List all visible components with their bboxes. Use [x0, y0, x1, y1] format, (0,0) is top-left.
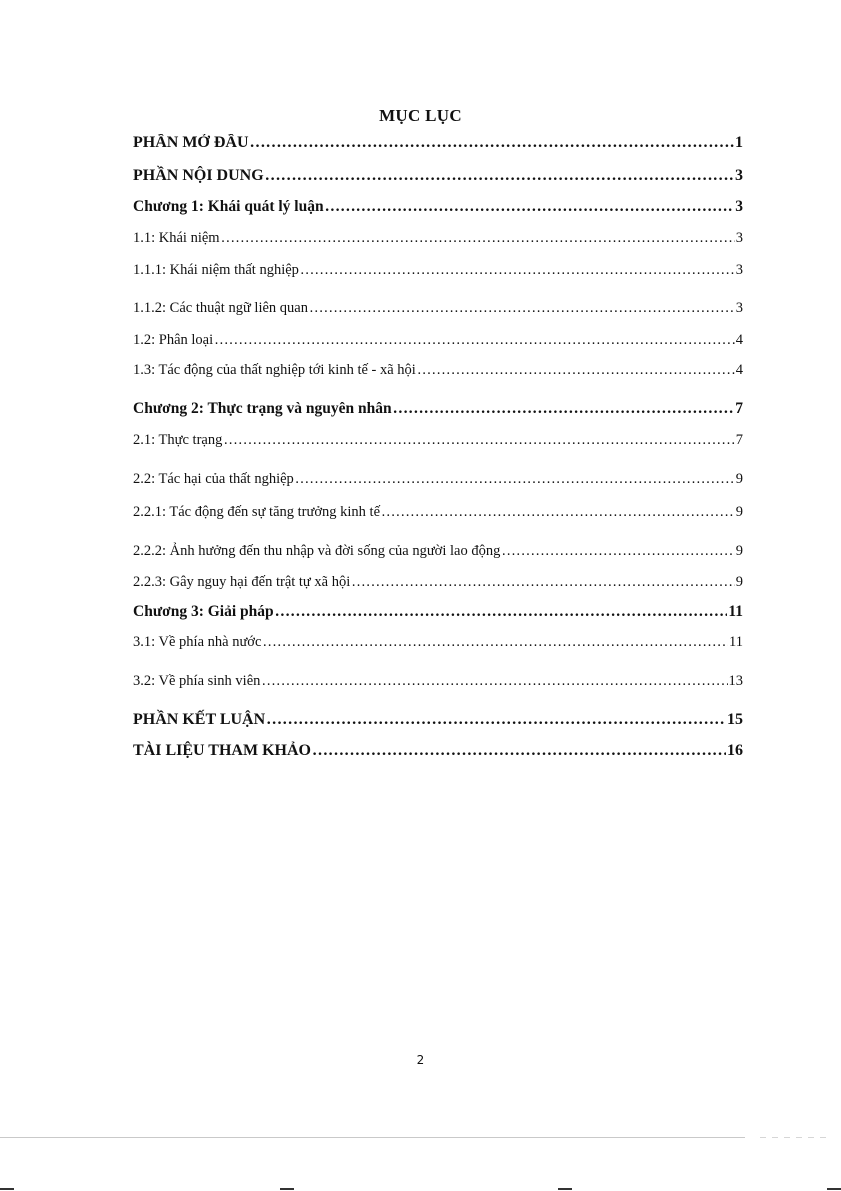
toc-leader-dots	[250, 134, 734, 152]
toc-leader-dots	[262, 634, 728, 651]
toc-entry-phan-ket-luan[interactable]	[133, 697, 743, 735]
toc-entry-label: 1.1: Khái niệm	[133, 230, 220, 246]
crop-mark	[558, 1188, 572, 1190]
toc-entry-page: 9	[735, 471, 743, 487]
toc-leader-dots	[275, 603, 728, 621]
toc-entry-1-1-2[interactable]	[133, 286, 743, 325]
toc-entry-chuong-3[interactable]	[133, 597, 743, 626]
toc-entry-page: 7	[735, 400, 743, 417]
toc-leader-dots	[214, 332, 735, 349]
toc-leader-dots	[265, 167, 734, 185]
toc-leader-dots	[300, 262, 735, 279]
toc-entry-label: 3.1: Về phía nhà nước	[133, 634, 262, 650]
toc-leader-dots	[351, 574, 734, 591]
toc-entry-page: 1	[735, 134, 743, 151]
toc-entry-page: 3	[735, 262, 743, 278]
toc-entry-phan-mo-dau[interactable]	[133, 134, 743, 159]
toc-entry-label: 1.1.2: Các thuật ngữ liên quan	[133, 300, 308, 316]
toc-leader-dots	[417, 362, 735, 379]
toc-entry-label: 2.2.2: Ảnh hưởng đến thu nhập và đời sống của người lao động	[133, 543, 501, 559]
toc-entry-2-2-2[interactable]	[133, 528, 743, 567]
toc-entry-page: 15	[727, 711, 743, 728]
toc-entry-page: 7	[735, 432, 743, 448]
toc-entry-chuong-2[interactable]	[133, 386, 743, 424]
toc-entry-label: 2.1: Thực trạng	[133, 432, 223, 448]
toc-entry-label: Chương 2: Thực trạng và nguyên nhân	[133, 400, 392, 417]
toc-entry-page: 4	[735, 362, 743, 378]
toc-leader-dots	[325, 198, 735, 216]
toc-entry-label: Chương 1: Khái quát lý luận	[133, 198, 324, 215]
toc-leader-dots	[221, 230, 735, 247]
toc-entry-1-1-1[interactable]	[133, 253, 743, 286]
toc-entry-chuong-1[interactable]	[133, 191, 743, 222]
toc-entry-3-1[interactable]	[133, 626, 743, 657]
footer-divider	[0, 1137, 745, 1138]
toc-entry-label: 1.3: Tác động của thất nghiệp tới kinh tế - xã hội	[133, 362, 416, 378]
toc-entry-label: 3.2: Về phía sinh viên	[133, 673, 261, 689]
toc-entry-page: 3	[735, 167, 743, 184]
toc-leader-dots	[381, 504, 735, 521]
toc-entry-page: 9	[735, 574, 743, 590]
toc-entry-page: 9	[735, 543, 743, 559]
toc-entry-label: 1.2: Phân loại	[133, 332, 214, 348]
toc-entry-page: 9	[735, 504, 743, 520]
toc-entry-label: 1.1.1: Khái niệm thất nghiệp	[133, 262, 299, 278]
toc-entry-label: PHẦN KẾT LUẬN	[133, 711, 266, 728]
toc-entry-phan-noi-dung[interactable]	[133, 159, 743, 191]
toc-entry-2-2[interactable]	[133, 456, 743, 495]
toc-entry-label: 2.2.1: Tác động đến sự tăng trưởng kinh tế	[133, 504, 381, 520]
toc-entry-page: 13	[728, 673, 743, 689]
toc-entry-label: TÀI LIỆU THAM KHẢO	[133, 742, 311, 759]
page-title: MỤC LỤC	[379, 106, 462, 125]
toc-leader-dots	[223, 432, 734, 449]
footer-divider-dashed	[760, 1137, 830, 1138]
toc-leader-dots	[266, 711, 726, 729]
toc-leader-dots	[501, 543, 734, 560]
toc-entry-page: 11	[728, 603, 743, 620]
toc-entry-1-3[interactable]	[133, 355, 743, 386]
toc-entry-page: 11	[729, 634, 743, 650]
toc-leader-dots	[309, 300, 735, 317]
toc-entry-1-1[interactable]	[133, 222, 743, 253]
toc-entry-2-2-3[interactable]	[133, 567, 743, 597]
toc-entry-1-2[interactable]	[133, 325, 743, 355]
toc-leader-dots	[312, 742, 726, 760]
table-of-contents	[133, 134, 743, 766]
toc-entry-page: 3	[735, 300, 743, 316]
toc-entry-2-2-1[interactable]	[133, 495, 743, 528]
toc-entry-label: Chương 3: Giải pháp	[133, 603, 274, 620]
toc-entry-page: 3	[735, 230, 743, 246]
toc-leader-dots	[295, 471, 735, 488]
toc-leader-dots	[393, 400, 735, 418]
toc-entry-page: 16	[727, 742, 743, 759]
toc-entry-tai-lieu-tham-khao[interactable]	[133, 735, 743, 766]
toc-entry-page: 3	[735, 198, 743, 215]
crop-mark	[0, 1188, 14, 1190]
toc-entry-label: PHẦN MỞ ĐẦU	[133, 134, 249, 151]
crop-mark	[827, 1188, 841, 1190]
crop-mark	[280, 1188, 294, 1190]
toc-entry-page: 4	[735, 332, 743, 348]
toc-entry-label: 2.2: Tác hại của thất nghiệp	[133, 471, 294, 487]
toc-entry-3-2[interactable]	[133, 657, 743, 697]
toc-entry-label: 2.2.3: Gây nguy hại đến trật tự xã hội	[133, 574, 351, 590]
toc-leader-dots	[261, 673, 727, 690]
toc-entry-label: PHẦN NỘI DUNG	[133, 167, 264, 184]
toc-entry-2-1[interactable]	[133, 424, 743, 456]
page-number: 2	[416, 1053, 425, 1067]
